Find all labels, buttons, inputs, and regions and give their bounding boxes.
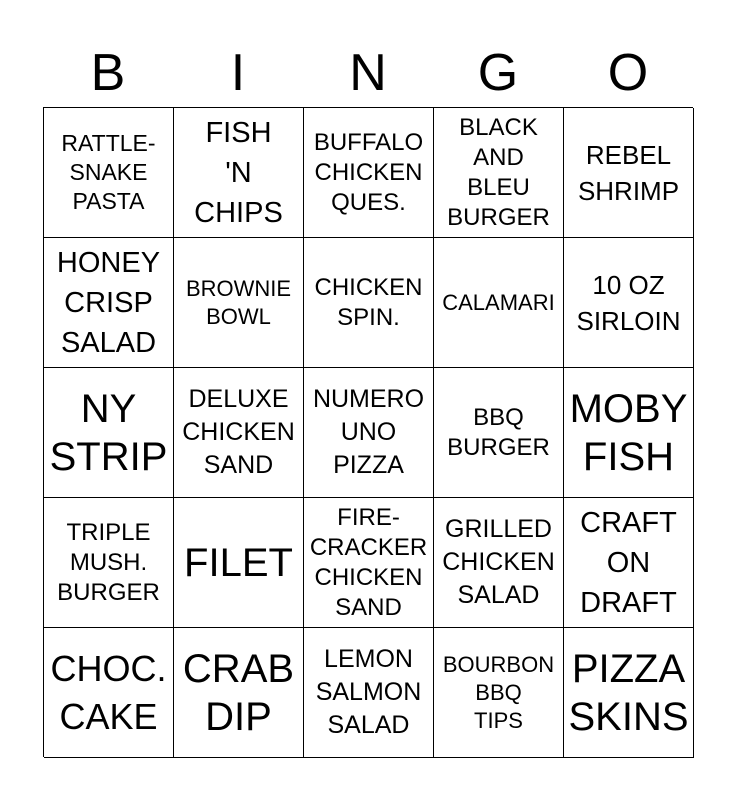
bingo-cell[interactable]: 10 OZ SIRLOIN	[564, 238, 694, 368]
bingo-cell[interactable]: FILET	[174, 498, 304, 628]
bingo-cell[interactable]: MOBY FISH	[564, 368, 694, 498]
bingo-cell[interactable]: RATTLE- SNAKE PASTA	[44, 108, 174, 238]
bingo-cell[interactable]: FISH 'N CHIPS	[174, 108, 304, 238]
header-letter-o: O	[607, 44, 649, 102]
bingo-cell[interactable]: FIRE- CRACKER CHICKEN SAND	[304, 498, 434, 628]
bingo-cell[interactable]: CALAMARI	[434, 238, 564, 368]
bingo-header	[43, 38, 693, 108]
bingo-cell[interactable]: GRILLED CHICKEN SALAD	[434, 498, 564, 628]
bingo-cell[interactable]: LEMON SALMON SALAD	[304, 628, 434, 758]
bingo-cell[interactable]: BROWNIE BOWL	[174, 238, 304, 368]
bingo-cell[interactable]: CHICKEN SPIN.	[304, 238, 434, 368]
header-letter-b: B	[90, 44, 126, 102]
bingo-cell[interactable]: PIZZA SKINS	[564, 628, 694, 758]
header-letter-i: I	[230, 44, 246, 102]
bingo-cell[interactable]: REBEL SHRIMP	[564, 108, 694, 238]
bingo-cell[interactable]: BOURBON BBQ TIPS	[434, 628, 564, 758]
bingo-cell[interactable]: CRAFT ON DRAFT	[564, 498, 694, 628]
bingo-cell[interactable]: TRIPLE MUSH. BURGER	[44, 498, 174, 628]
bingo-grid	[43, 107, 693, 757]
header-letter-n: N	[349, 44, 387, 102]
bingo-cell[interactable]: BUFFALO CHICKEN QUES.	[304, 108, 434, 238]
bingo-cell[interactable]: CHOC. CAKE	[44, 628, 174, 758]
bingo-cell[interactable]: NY STRIP	[44, 368, 174, 498]
bingo-cell[interactable]: CRAB DIP	[174, 628, 304, 758]
bingo-cell[interactable]: HONEY CRISP SALAD	[44, 238, 174, 368]
bingo-cell[interactable]: BLACK AND BLEU BURGER	[434, 108, 564, 238]
bingo-cell[interactable]: DELUXE CHICKEN SAND	[174, 368, 304, 498]
bingo-cell[interactable]: NUMERO UNO PIZZA	[304, 368, 434, 498]
header-letter-g: G	[477, 44, 519, 102]
bingo-cell[interactable]: BBQ BURGER	[434, 368, 564, 498]
